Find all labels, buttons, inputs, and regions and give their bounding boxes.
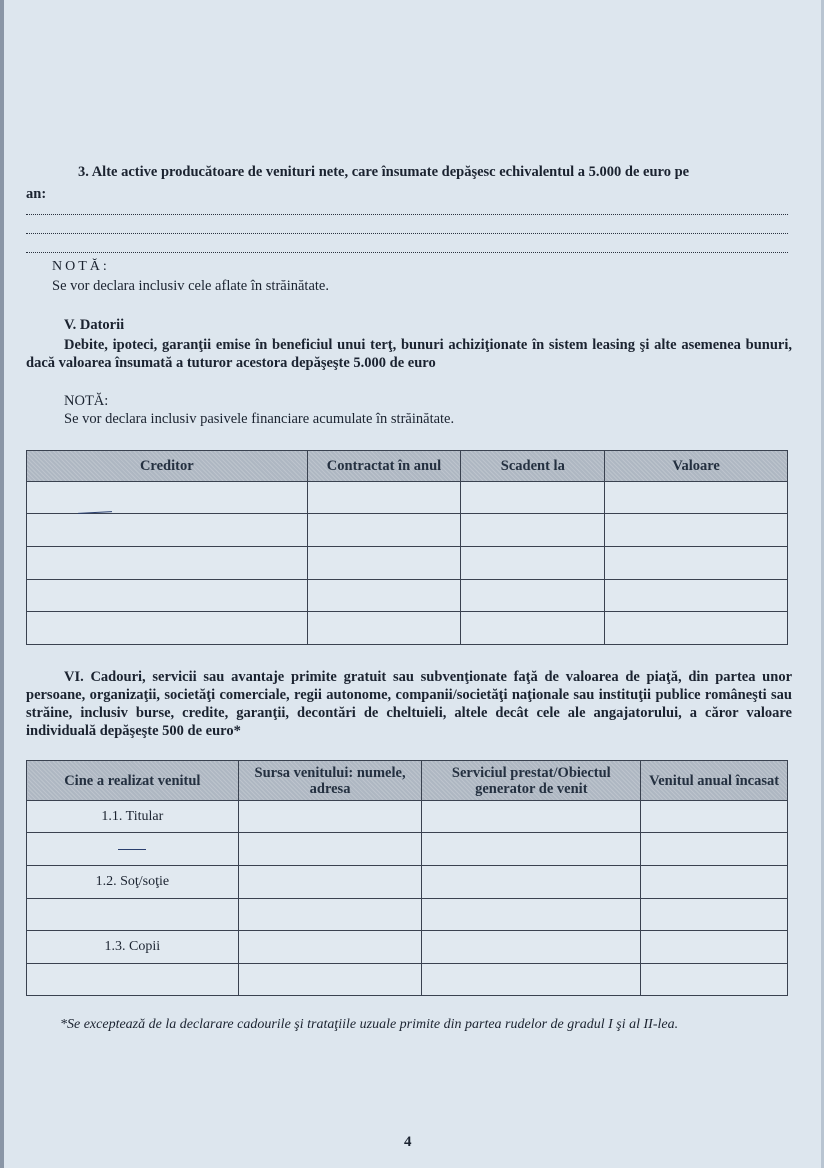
section5-note-title: NOTĂ: (64, 393, 109, 409)
table-row (27, 899, 788, 931)
table-cell[interactable] (422, 964, 641, 996)
table-cell[interactable] (605, 580, 788, 612)
section5-description-text: Debite, ipoteci, garanţii emise în beneficiul unui terţ, bunuri achiziţionate în sistem leasing şi alte asemenea bunuri, dacă valoarea însumată a tuturor acestora depăşeşte 5.000 de euro (26, 337, 792, 371)
pen-mark (118, 849, 146, 850)
debts-header-value: Valoare (605, 451, 788, 482)
table-cell[interactable] (605, 514, 788, 547)
table-row (27, 801, 788, 833)
table-cell[interactable] (27, 580, 308, 612)
table-cell[interactable] (238, 833, 422, 866)
table-cell[interactable] (641, 833, 788, 866)
dotted-line-2 (26, 233, 788, 234)
gifts-header-service: Serviciul prestat/Obiectul generator de venit (422, 761, 641, 801)
page-number: 4 (404, 1134, 412, 1150)
section5-title: V. Datorii (64, 317, 125, 333)
table-cell[interactable] (27, 547, 308, 580)
row-label-spouse: 1.2. Soţ/soţie (27, 866, 239, 899)
table-cell[interactable] (238, 866, 422, 899)
page-edge-shadow (0, 0, 4, 1168)
table-cell[interactable] (422, 866, 641, 899)
table-cell[interactable] (641, 801, 788, 833)
section3-heading-line1: 3. Alte active producătoare de venituri nete, care însumate depăşesc echivalentul a 5.000 de euro pe (78, 164, 690, 180)
table-cell[interactable] (307, 482, 461, 514)
debts-header-due-date: Scadent la (461, 451, 605, 482)
dotted-line-1 (26, 214, 788, 215)
gifts-header-who: Cine a realizat venitul (27, 761, 239, 801)
table-cell[interactable] (27, 514, 308, 547)
section3-note-text: Se vor declara inclusiv cele aflate în străinătate. (52, 278, 329, 294)
section3-heading (26, 163, 792, 203)
table-cell[interactable] (641, 866, 788, 899)
gifts-header-source: Sursa venitului: numele, adresa (238, 761, 422, 801)
table-cell[interactable] (641, 931, 788, 964)
table-cell[interactable] (605, 612, 788, 645)
table-cell[interactable] (461, 547, 605, 580)
dotted-line-3 (26, 252, 788, 253)
table-cell[interactable] (605, 482, 788, 514)
row-label-titular: 1.1. Titular (27, 801, 239, 833)
table-cell[interactable] (422, 801, 641, 833)
row-label-empty (27, 964, 239, 996)
table-cell[interactable] (461, 580, 605, 612)
table-cell[interactable] (422, 899, 641, 931)
table-cell[interactable] (641, 899, 788, 931)
section3-heading-line2: an: (26, 186, 47, 202)
table-cell[interactable] (307, 580, 461, 612)
table-cell[interactable] (605, 547, 788, 580)
section6-description-text: VI. Cadouri, servicii sau avantaje primite gratuit sau subvenţionate faţă de valoarea de piaţă, din partea unor persoane, organizaţii, societăţi comerciale, regii autonome, companii/societăţi naţionale sau instituţii publice româneşti sau străine, inclusiv burse, credite, garanţii, decontări de cheltuieli, altele decât cele ale angajatorului, a căror valoare individuală depăşeşte 500 de euro* (26, 669, 792, 739)
section6-description (26, 668, 792, 740)
table-cell[interactable] (238, 964, 422, 996)
table-row (27, 482, 788, 514)
table-cell[interactable] (461, 482, 605, 514)
table-cell[interactable] (238, 801, 422, 833)
debts-header-creditor: Creditor (27, 451, 308, 482)
table-row (27, 514, 788, 547)
table-row (27, 612, 788, 645)
section5-note-text: Se vor declara inclusiv pasivele financiare acumulate în străinătate. (64, 411, 455, 427)
table-cell[interactable] (307, 612, 461, 645)
row-label-empty (27, 899, 239, 931)
table-cell[interactable] (238, 931, 422, 964)
section5-description (26, 336, 792, 372)
table-cell[interactable] (461, 612, 605, 645)
table-cell[interactable] (238, 899, 422, 931)
table-cell[interactable] (27, 612, 308, 645)
table-row (27, 866, 788, 899)
table-row (27, 931, 788, 964)
debts-table (26, 450, 788, 645)
table-cell[interactable] (641, 964, 788, 996)
row-label-children: 1.3. Copii (27, 931, 239, 964)
table-row (27, 964, 788, 996)
section3-note-title: NOTĂ: (52, 259, 110, 274)
debts-header-contracted-year: Contractat în anul (307, 451, 461, 482)
table-row (27, 580, 788, 612)
table-cell[interactable] (422, 833, 641, 866)
gifts-table (26, 760, 788, 996)
table-cell[interactable] (27, 482, 308, 514)
table-cell[interactable] (307, 547, 461, 580)
table-cell[interactable] (422, 931, 641, 964)
table-cell[interactable] (307, 514, 461, 547)
gifts-header-annual-income: Venitul anual încasat (641, 761, 788, 801)
footnote: *Se exceptează de la declarare cadourile şi trataţiile uzuale primite din partea rudelor de gradul I şi al II-lea. (60, 1017, 679, 1032)
table-row (27, 547, 788, 580)
table-cell[interactable] (461, 514, 605, 547)
